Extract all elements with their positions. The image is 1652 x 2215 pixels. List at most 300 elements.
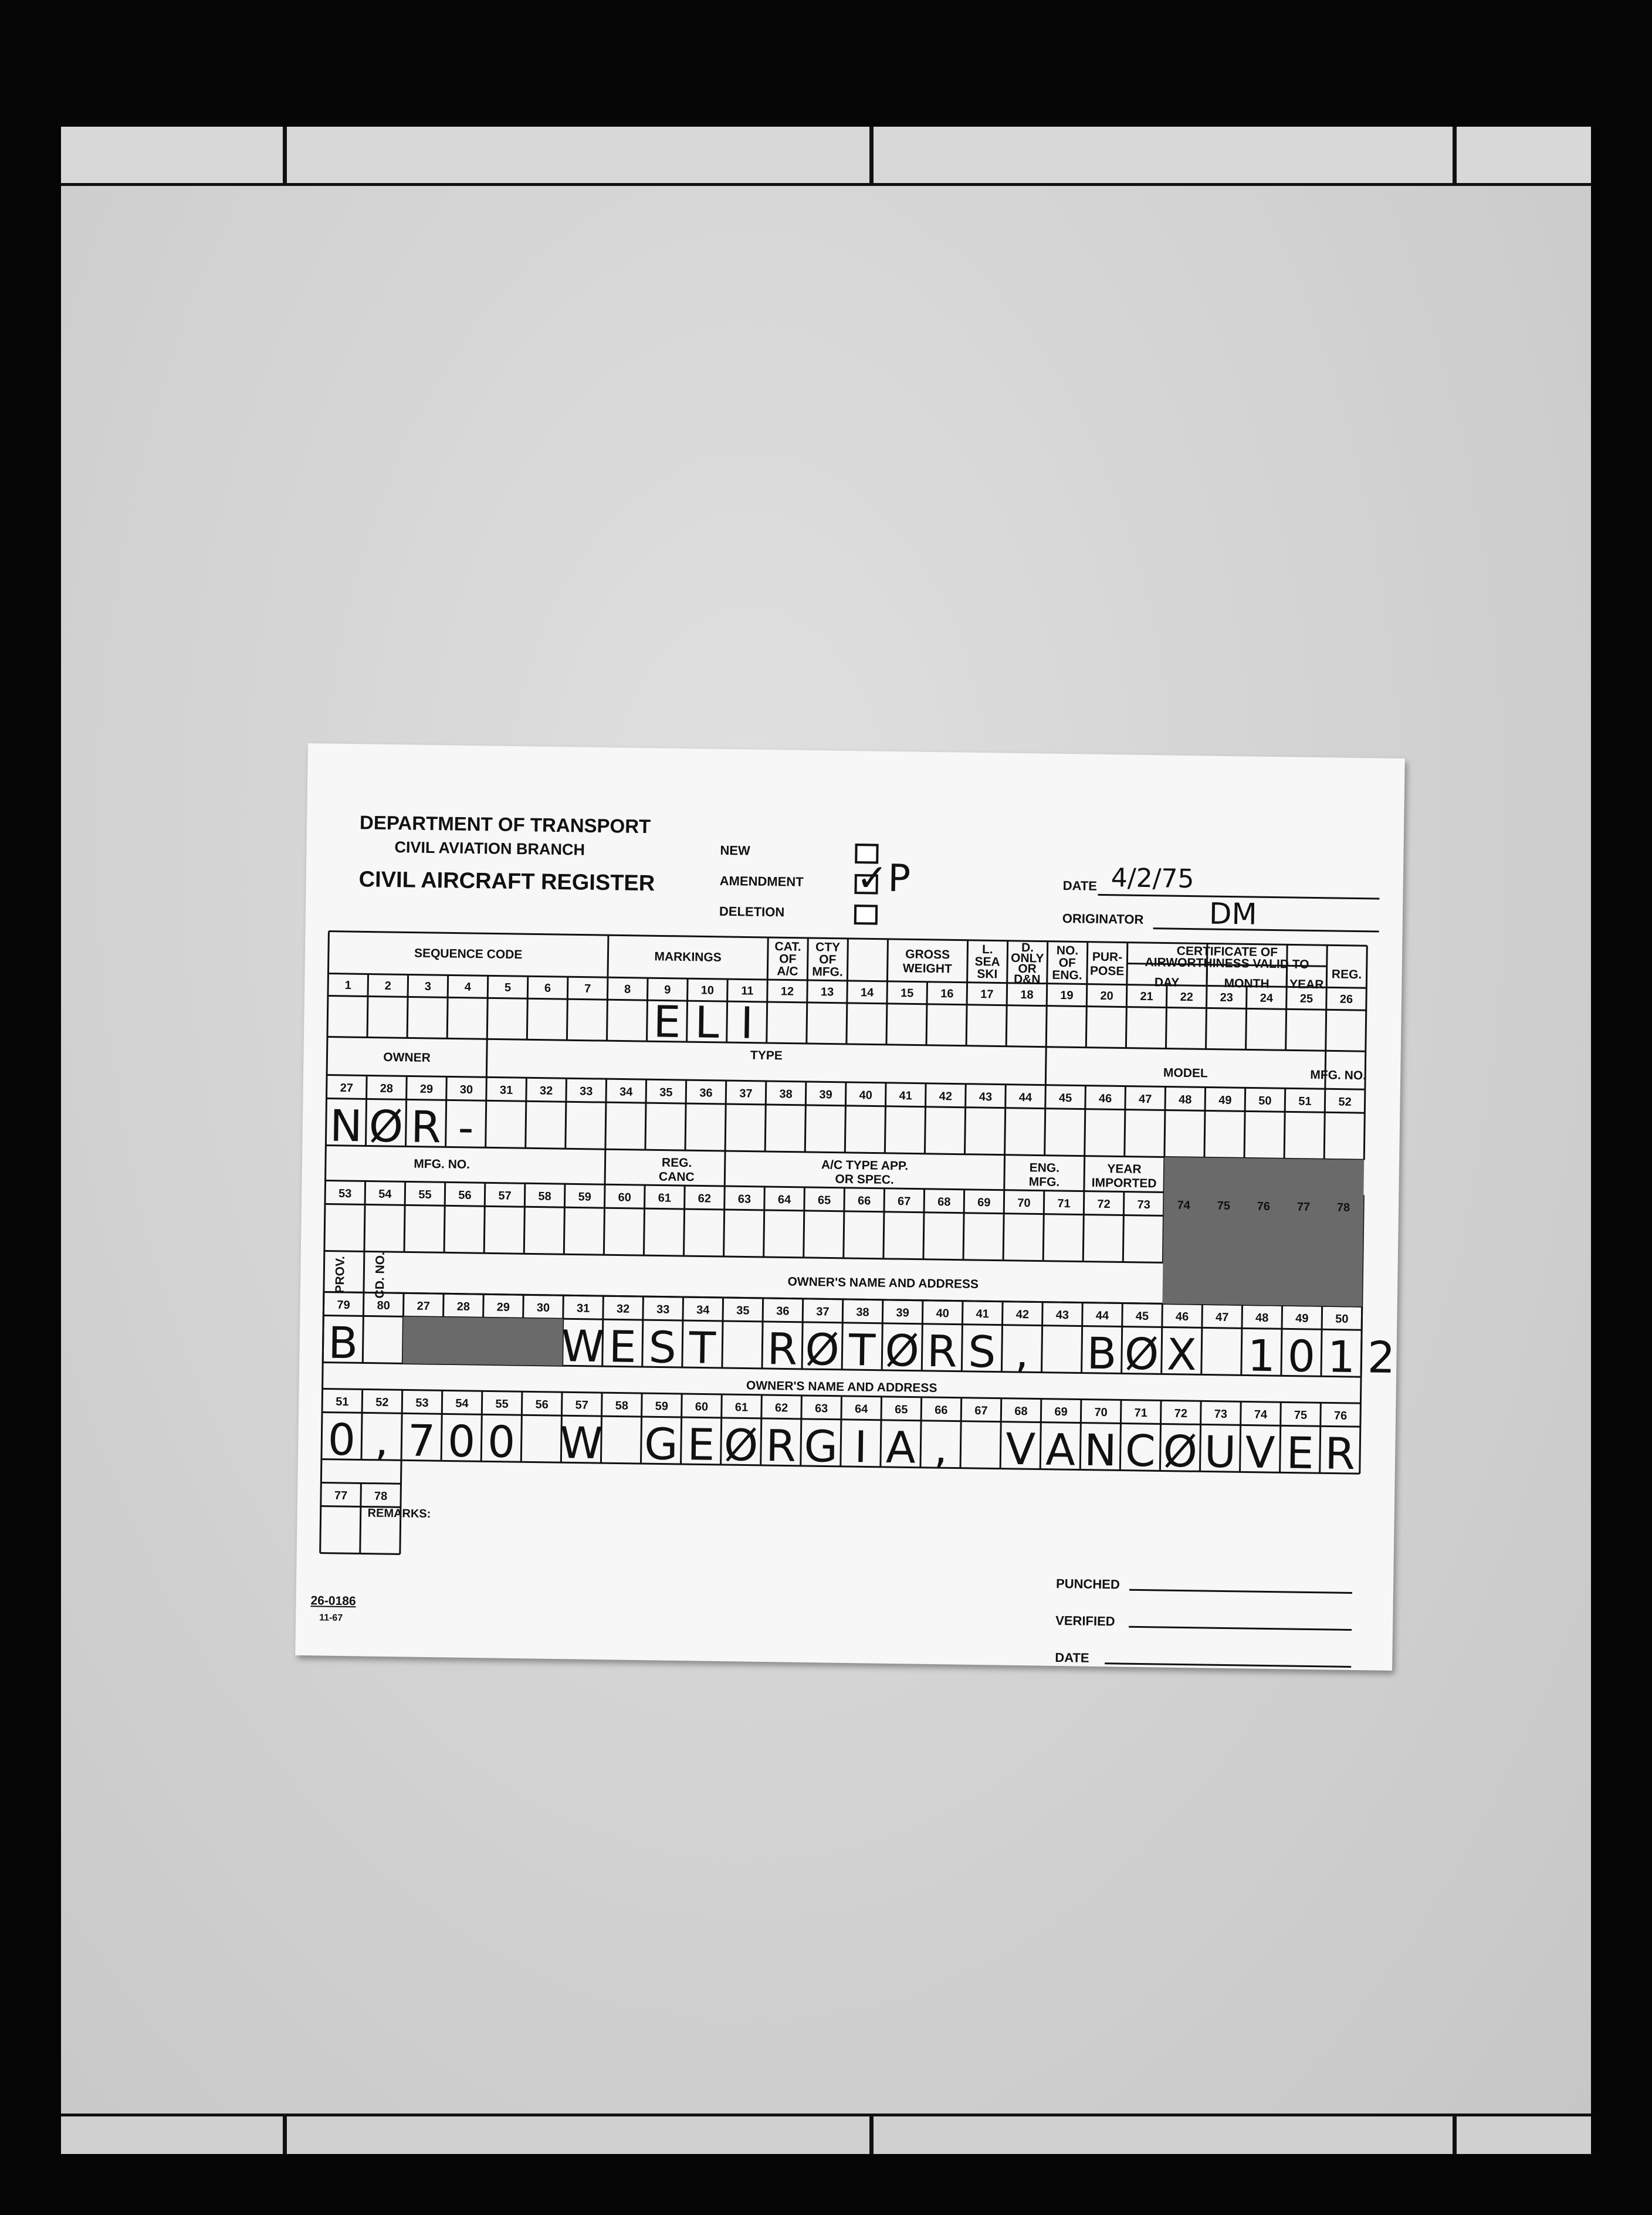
originator-value[interactable]: DM: [1208, 896, 1258, 932]
row2-cell-number: 42: [939, 1090, 953, 1103]
row3-cell-number: 59: [578, 1190, 591, 1204]
row4-cell-number: 29: [496, 1300, 510, 1314]
row3-cell-number: 56: [458, 1188, 472, 1202]
row1-cell-number: 22: [1180, 990, 1193, 1004]
grid-line: [967, 940, 968, 983]
grid-line: [1001, 1302, 1003, 1372]
row3-cell-number: 60: [618, 1191, 632, 1204]
row1-cell-number: 14: [860, 986, 874, 1000]
verified-label: VERIFIED: [1055, 1613, 1115, 1629]
grid-line: [1360, 1403, 1361, 1474]
grid-line: [1122, 1303, 1123, 1373]
row3-cell-number: 67: [897, 1195, 911, 1208]
row2-cell-number: 39: [819, 1088, 832, 1102]
row1-cell-number: 6: [544, 981, 551, 995]
grid-line: [521, 1391, 522, 1462]
grid-line: [1241, 1305, 1243, 1375]
mfg-no-header: MFG. NO.: [1310, 1068, 1367, 1083]
grid-line: [487, 976, 488, 1039]
film-divider: [1453, 127, 1457, 183]
grid-line: [1041, 1302, 1042, 1373]
row4-cell-number: 31: [576, 1302, 590, 1315]
markings-handwriting: E: [653, 997, 682, 1048]
grid-line: [486, 1077, 487, 1147]
row2-cell-number: 29: [419, 1082, 434, 1096]
grid-line: [1204, 1087, 1206, 1157]
markings-handwriting: I: [740, 998, 754, 1049]
row2-cell-number: 41: [899, 1089, 913, 1103]
grid-line: [647, 978, 648, 1041]
owner-handwriting: -: [458, 1102, 475, 1154]
address-handwriting: Ø: [1124, 1329, 1159, 1380]
row2-cell-number: 27: [340, 1081, 354, 1095]
row5-cell-number: 53: [415, 1396, 429, 1410]
row2-cell-number: 44: [1018, 1091, 1032, 1105]
register-card: [295, 743, 1405, 1671]
grid-line: [963, 1190, 964, 1260]
grid-line: [805, 1082, 806, 1152]
row1-cell-number: 25: [1299, 992, 1314, 1005]
row1-cell-number: 12: [780, 985, 794, 998]
row3-cell-number: 69: [977, 1196, 991, 1210]
footer-cell-number: 77: [334, 1489, 348, 1503]
address-handwriting-2: R: [765, 1421, 797, 1472]
row1-cell-number: 1: [344, 978, 351, 993]
grid-line: [882, 1300, 883, 1370]
register-title: CIVIL AIRCRAFT REGISTER: [358, 867, 655, 896]
row3-cell-number: 62: [698, 1192, 712, 1205]
grid-line: [607, 977, 608, 1041]
grid-line: [527, 976, 528, 1039]
row2-cell-number: 49: [1218, 1093, 1232, 1108]
grid-line: [1046, 984, 1047, 1047]
row4-cell-number: 42: [1015, 1308, 1030, 1322]
address-handwriting-2: A: [885, 1422, 916, 1474]
row4-cell-number: 36: [776, 1305, 790, 1318]
grid-line: [804, 1187, 805, 1258]
row1-cell-number: 3: [424, 980, 432, 993]
day-header: DAY: [1154, 976, 1180, 990]
row1-cell-number: 23: [1220, 991, 1234, 1005]
row5-cell-number: 66: [935, 1404, 948, 1417]
address-handwriting-2: V: [1245, 1427, 1275, 1479]
grid-line: [481, 1391, 482, 1461]
row4-cell-number: 33: [656, 1303, 670, 1316]
row2-cell-number: 50: [1258, 1094, 1272, 1108]
shaded-block: [402, 1316, 563, 1366]
grid-line: [1005, 1085, 1006, 1155]
grid-line: [1361, 1306, 1362, 1377]
address-handwriting-2: V: [1005, 1424, 1036, 1475]
grid-line: [1120, 1400, 1121, 1470]
row2-cell-number: 34: [619, 1085, 633, 1099]
cat-header: CAT.OFA/C: [774, 940, 801, 978]
row4-cell-number: 43: [1055, 1308, 1069, 1322]
row3-cell-number: 57: [498, 1189, 512, 1203]
grid-line: [687, 978, 688, 1042]
row4-cell-number: 34: [696, 1303, 710, 1317]
grid-line: [922, 1300, 923, 1371]
row1-cell-number: 18: [1020, 988, 1034, 1002]
grid-line: [965, 1084, 966, 1154]
row1-cell-number: 17: [980, 988, 994, 1001]
row1-cell-number: 5: [504, 981, 512, 994]
row2-cell-number: 35: [659, 1086, 673, 1099]
row2-cell-number: 48: [1178, 1093, 1192, 1107]
grid-line: [1366, 988, 1367, 1051]
grid-line: [1007, 941, 1008, 983]
grid-line: [920, 1397, 922, 1468]
film-bottom-band: [61, 2114, 1591, 2154]
grid-line: [486, 1039, 487, 1077]
grid-line: [1043, 1191, 1044, 1261]
remarks-label: REMARKS:: [367, 1506, 431, 1521]
grid-line: [320, 1459, 321, 1553]
grid-line: [1244, 1088, 1245, 1158]
row5-cell-number: 69: [1054, 1405, 1068, 1419]
grid-line: [1080, 1400, 1081, 1470]
grid-line: [721, 1394, 722, 1465]
row4-cell-number: 44: [1095, 1309, 1109, 1323]
row2-cell-number: 51: [1298, 1095, 1312, 1108]
grid-line: [1326, 987, 1327, 1051]
address-handwriting-2: 0: [487, 1417, 516, 1468]
row1-cell-number: 26: [1339, 993, 1353, 1006]
grid-line: [1084, 1156, 1085, 1191]
row2-cell-number: 45: [1058, 1091, 1072, 1105]
address-handwriting-2: 0: [447, 1416, 476, 1468]
row3-cell-number: 70: [1017, 1196, 1031, 1210]
row5-cell-number: 57: [575, 1398, 589, 1412]
grid-line: [566, 1078, 567, 1149]
address-handwriting-2: G: [644, 1419, 679, 1470]
reg-header: REG.: [1331, 967, 1362, 982]
row5-cell-number: 52: [375, 1396, 389, 1410]
mfg-no-header-2: MFG. NO.: [414, 1157, 470, 1171]
date-value[interactable]: 4/2/75: [1111, 863, 1194, 895]
row2-cell-number: 36: [699, 1086, 713, 1100]
address-handwriting: B: [1086, 1328, 1118, 1380]
grid-line: [1364, 1089, 1365, 1160]
form-number: 26-0186: [310, 1594, 356, 1608]
address-handwriting-2: A: [1045, 1424, 1076, 1476]
grid-line: [1284, 1088, 1285, 1159]
address-handwriting-2: I: [854, 1422, 868, 1473]
grid-line: [926, 982, 927, 1045]
eng-mfg-header: ENG.MFG.: [1028, 1161, 1060, 1189]
grid-line: [327, 974, 329, 1037]
row5-cell-number: 60: [695, 1400, 709, 1414]
row5-cell-number: 64: [854, 1403, 868, 1416]
grid-line: [885, 1083, 886, 1153]
grid-line: [406, 1076, 407, 1146]
grid-line: [722, 1298, 723, 1368]
row5-cell-number: 72: [1174, 1407, 1188, 1421]
address-handwriting-2: 0: [327, 1414, 356, 1466]
row2-cell-number: 46: [1098, 1092, 1112, 1106]
row4-cell-number: 32: [616, 1302, 630, 1316]
row4-cell-number: 49: [1295, 1312, 1309, 1325]
donly-header: D.ONLYORD&N: [1010, 941, 1044, 987]
address-handwriting: 1: [1327, 1332, 1356, 1383]
row1-cell-number: 4: [464, 980, 472, 994]
grid-line: [645, 1079, 646, 1150]
grid-line: [801, 1396, 802, 1466]
grid-line: [605, 1079, 607, 1149]
grid-line: [367, 974, 368, 1037]
grid-line: [407, 974, 408, 1038]
row4-cell-number: 27: [417, 1299, 431, 1313]
grid-line: [1201, 1304, 1203, 1374]
row4-cell-number: 39: [896, 1306, 909, 1320]
film-divider: [1453, 2116, 1457, 2154]
grid-line: [960, 1398, 962, 1468]
grid-line: [925, 1083, 926, 1154]
address-handwriting-2: G: [803, 1421, 838, 1472]
grid-line: [681, 1394, 682, 1464]
row5-cell-number: 58: [615, 1399, 629, 1413]
grid-line: [321, 1388, 323, 1459]
grid-line: [1045, 1085, 1046, 1156]
grid-line: [1083, 1191, 1084, 1262]
punched-label: PUNCHED: [1055, 1576, 1120, 1592]
grid-line: [1280, 1402, 1281, 1472]
grid-line: [847, 981, 848, 1044]
grid-line: [1162, 1303, 1163, 1374]
address-handwriting-2: E: [687, 1420, 716, 1471]
address-handwriting-2: ,: [933, 1423, 948, 1474]
grid-line: [802, 1299, 803, 1369]
row2-cell-number: 37: [739, 1087, 753, 1100]
grid-line: [360, 1483, 361, 1553]
row1-cell-number: 20: [1100, 989, 1113, 1003]
address-handwriting: T: [848, 1325, 876, 1376]
row2-cell-number: 47: [1138, 1092, 1152, 1106]
owners-name-header-2: OWNER'S NAME AND ADDRESS: [746, 1379, 937, 1396]
row4-cell-number: 50: [1335, 1312, 1349, 1326]
row2-cell-number: 52: [1338, 1095, 1352, 1109]
year-imported-header: YEARIMPORTED: [1091, 1162, 1157, 1191]
form-date: 11-67: [319, 1613, 343, 1623]
grid-line: [1000, 1398, 1001, 1469]
grid-line: [1366, 946, 1367, 988]
grid-line: [361, 1389, 363, 1459]
prov-handwriting: B: [327, 1318, 358, 1369]
row2-cell-number: 32: [539, 1084, 553, 1098]
grid-line: [807, 938, 808, 980]
row2-cell-number: 38: [779, 1088, 793, 1101]
grid-line: [323, 1292, 324, 1362]
grid-line: [685, 1080, 686, 1150]
row3-cell-number: 73: [1137, 1198, 1150, 1212]
row1-cell-number: 11: [741, 984, 754, 998]
grid-line: [1040, 1399, 1041, 1469]
grid-line: [324, 1181, 326, 1251]
address-handwriting-2: Ø: [723, 1420, 759, 1471]
grid-line: [1200, 1401, 1201, 1471]
row5-cell-number: 73: [1214, 1407, 1228, 1421]
grid-line: [764, 1187, 765, 1257]
address-handwriting-2: R: [1324, 1428, 1356, 1480]
grid-line: [364, 1181, 365, 1251]
row1-cell-number: 24: [1260, 991, 1274, 1005]
grid-line: [1286, 987, 1287, 1050]
row5-cell-number: 55: [495, 1397, 509, 1411]
grid-line: [365, 1075, 367, 1146]
grid-line: [844, 1188, 845, 1258]
grid-line: [1123, 1192, 1124, 1262]
branch-title: CIVIL AVIATION BRANCH: [394, 838, 585, 859]
row3-cell-number: 53: [338, 1187, 352, 1201]
address-handwriting-2: 7: [407, 1415, 436, 1467]
address-handwriting-2: C: [1125, 1425, 1156, 1477]
address-handwriting-2: U: [1204, 1427, 1237, 1478]
grid-line: [1240, 1401, 1241, 1472]
grid-line: [842, 1299, 843, 1370]
grid-line: [1082, 1303, 1083, 1373]
film-divider: [283, 127, 287, 183]
ac-type-header: A/C TYPE APP.OR SPEC.: [821, 1158, 909, 1187]
grid-line: [564, 1184, 565, 1254]
grid-line: [1006, 983, 1007, 1046]
row4-cell-number: 28: [456, 1300, 470, 1313]
row4-cell-number: 38: [856, 1306, 869, 1319]
row1-cell-number: 10: [700, 984, 715, 997]
grid-line: [484, 1183, 485, 1253]
row5-cell-number: 54: [455, 1397, 469, 1410]
row1-cell-number: 16: [940, 987, 954, 1001]
row2-cell-number: 43: [979, 1090, 993, 1104]
gross-weight-header: GROSSWEIGHT: [902, 947, 952, 976]
row5-cell-number: 63: [814, 1402, 828, 1415]
row3-cell-number: 77: [1296, 1200, 1311, 1214]
row1-cell-number: 2: [384, 979, 392, 993]
row1-cell-number: 9: [664, 983, 671, 997]
row3-cell-number: 74: [1177, 1198, 1191, 1213]
grid-line: [1320, 1403, 1321, 1473]
row4-cell-number: 37: [816, 1305, 830, 1319]
row3-cell-number: 72: [1097, 1197, 1111, 1211]
grid-line: [886, 981, 888, 1045]
row5-cell-number: 56: [535, 1398, 549, 1411]
row3-cell-number: 68: [937, 1195, 951, 1209]
owner-handwriting: R: [410, 1102, 442, 1153]
address-handwriting-2: Ø: [1163, 1426, 1198, 1478]
address-handwriting-2: ,: [374, 1415, 389, 1466]
row5-cell-number: 51: [336, 1395, 349, 1409]
row4-cell-number: 48: [1255, 1311, 1269, 1325]
row4-cell-number: 46: [1175, 1310, 1189, 1324]
row3-cell-number: 54: [378, 1187, 392, 1201]
owner-header: OWNER: [383, 1050, 431, 1065]
address-handwriting: 2: [1367, 1332, 1396, 1383]
film-top-band: [61, 127, 1591, 186]
grid-line: [446, 1076, 447, 1147]
grid-line: [444, 1182, 445, 1252]
grid-line: [1087, 942, 1088, 984]
row3-cell-number: 55: [418, 1188, 432, 1202]
grid-line: [641, 1393, 642, 1464]
grid-line: [1206, 985, 1207, 1049]
type-header: TYPE: [750, 1048, 783, 1063]
grid-line: [328, 932, 329, 974]
amendment-label: AMENDMENT: [719, 873, 804, 889]
grid-line: [1086, 984, 1087, 1048]
row5-cell-number: 62: [774, 1401, 788, 1415]
grid-line: [724, 1186, 725, 1256]
certificate-header: CERTIFICATE OFAIRWORTHINESS VALID TO: [1145, 944, 1309, 971]
model-header: MODEL: [1163, 1066, 1208, 1081]
grid-line: [1125, 1086, 1126, 1157]
grid-line: [1003, 1190, 1004, 1261]
address-handwriting: T: [689, 1323, 716, 1374]
grid-line: [524, 1183, 525, 1254]
row4-cell-number: 35: [736, 1304, 750, 1318]
owners-name-header: OWNER'S NAME AND ADDRESS: [787, 1275, 979, 1292]
grid-line: [644, 1185, 645, 1255]
row1-cell-number: 19: [1060, 988, 1074, 1002]
row5-cell-number: 76: [1333, 1409, 1348, 1423]
grid-line: [1281, 1305, 1282, 1376]
markings-header: MARKINGS: [654, 950, 722, 964]
row2-cell-number: 33: [579, 1085, 593, 1098]
address-handwriting-2: W: [559, 1418, 604, 1469]
grid-line: [567, 977, 568, 1040]
row3-cell-number: 58: [538, 1190, 551, 1203]
address-handwriting: X: [1166, 1329, 1197, 1381]
address-handwriting-2: N: [1084, 1425, 1118, 1476]
grid-line: [966, 983, 967, 1046]
row4-cell-number: 40: [936, 1307, 949, 1320]
row5-cell-number: 61: [734, 1401, 749, 1414]
row3-cell-number: 65: [817, 1194, 831, 1207]
row4-cell-number: 79: [337, 1298, 350, 1312]
grid-line: [807, 980, 808, 1044]
row4-cell-number: 80: [377, 1299, 390, 1313]
row4-cell-number: 41: [976, 1308, 990, 1321]
row4-cell-number: 30: [536, 1301, 550, 1315]
grid-line: [683, 1186, 685, 1256]
row3-cell-number: 75: [1217, 1199, 1231, 1213]
grid-line: [326, 1075, 327, 1146]
lsea-header: L.SEASKI: [974, 943, 1000, 981]
amendment-mark: ✓P: [856, 856, 911, 901]
grid-line: [604, 1184, 605, 1255]
sequence-code-header: SEQUENCE CODE: [414, 946, 523, 962]
grid-line: [401, 1390, 402, 1460]
grid-line: [887, 939, 888, 981]
department-title: DEPARTMENT OF TRANSPORT: [359, 811, 651, 838]
grid-line: [883, 1188, 885, 1259]
grid-line: [962, 1301, 963, 1371]
shaded-block: [1162, 1157, 1364, 1306]
grid-line: [1321, 1306, 1322, 1376]
month-header: MONTH: [1224, 976, 1270, 991]
film-divider: [869, 127, 874, 183]
row5-cell-number: 68: [1014, 1404, 1028, 1418]
row4-cell-number: 45: [1135, 1309, 1149, 1323]
address-handwriting: R: [926, 1326, 958, 1377]
noeng-header: NO.OFENG.: [1052, 943, 1082, 983]
grid-line: [1360, 1377, 1361, 1403]
grid-line: [441, 1390, 442, 1461]
grid-line: [1004, 1155, 1005, 1190]
row5-cell-number: 70: [1094, 1405, 1108, 1420]
address-handwriting-2: E: [1286, 1428, 1315, 1479]
owner-handwriting: Ø: [368, 1101, 404, 1153]
row3-cell-number: 66: [857, 1194, 871, 1208]
address-handwriting: Ø: [884, 1325, 920, 1377]
